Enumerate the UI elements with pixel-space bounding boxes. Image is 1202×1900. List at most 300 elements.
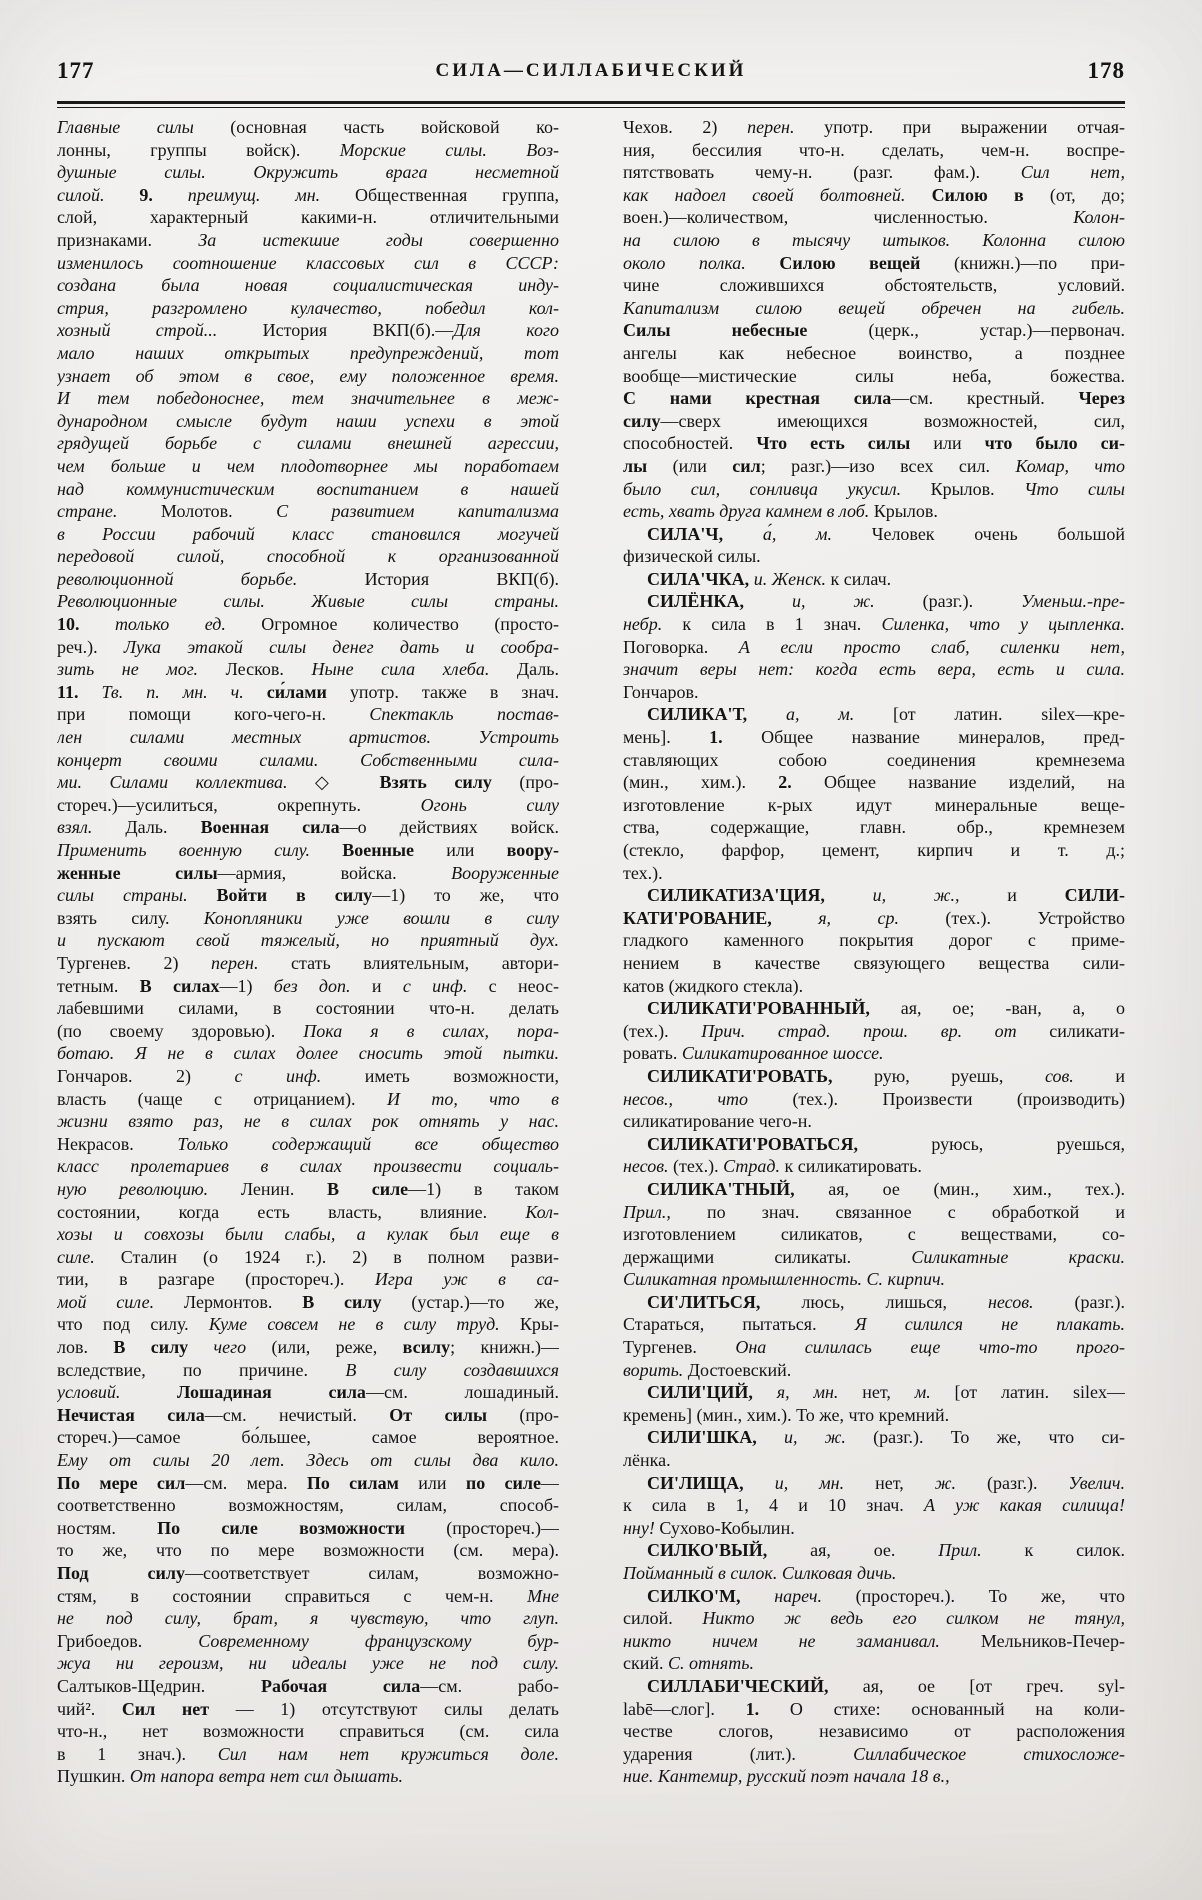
text-line (57, 545, 559, 568)
text-line (623, 1539, 1125, 1562)
text-run: м. (914, 1382, 955, 1403)
text-line (623, 997, 1125, 1020)
text-run: СИЛИ'ШКА, (647, 1427, 784, 1448)
text-run: чем больше и чем плодотворнее мы поработаем (57, 455, 559, 476)
text-run: В силу (302, 1291, 412, 1312)
text-run: взял. (57, 817, 126, 838)
text-run: Кры- (519, 1314, 559, 1335)
text-run: СИЛИКА'ТНЫЙ, (647, 1178, 829, 1199)
running-title: СИЛА—СИЛЛАБИЧЕСКИЙ (435, 60, 747, 81)
text-run: ангелы как небесное воинство, а позднее (623, 342, 1125, 363)
text-line (623, 1313, 1125, 1336)
text-run: Прил. (938, 1540, 1025, 1561)
text-line (623, 410, 1125, 433)
text-line (57, 568, 559, 591)
text-run: никто ничем не заманивал. (623, 1630, 981, 1651)
text-run: класс пролетариев в силах произвести социаль- (57, 1156, 559, 1177)
text-run: 2. (778, 772, 825, 793)
text-line (57, 523, 559, 546)
text-run: —армия, войска. (217, 862, 452, 883)
text-run: нареч. (774, 1585, 856, 1606)
text-line (57, 816, 559, 839)
text-run: и, ж. (783, 1427, 874, 1448)
text-run: нет, (875, 1472, 935, 1493)
text-run: 1. (709, 727, 762, 748)
text-line (57, 1155, 559, 1178)
text-run: Мельников-Печер- (980, 1630, 1125, 1651)
text-line (623, 884, 1125, 907)
page-number-right: 178 (1087, 58, 1125, 83)
text-run: Что силы (1024, 478, 1125, 499)
text-run: Революционные силы. Живые силы страны. (57, 591, 559, 612)
text-run: ботаю. Я не в силах долее сносить этой пытки. (57, 1043, 559, 1064)
text-run: нением в качестве связующего вещества сили- (623, 952, 1125, 973)
text-run: кремень] (мин., хим.). То же, что кремний. (623, 1404, 950, 1425)
text-run: Стараться, пытаться. (623, 1314, 855, 1335)
text-run: Прич. страд. прош. вр. от (701, 1020, 1050, 1041)
text-run: Военная сила (200, 817, 340, 838)
text-run: СИЛА'Ч, (647, 523, 763, 544)
text-run: значит веры нет: когда есть вера, есть и сила. (623, 659, 1125, 680)
text-run: душные силы. Окружить врага несметной (57, 162, 559, 183)
text-run: к силикатировать. (784, 1156, 922, 1177)
text-run: Силикатированное шоссе. (681, 1043, 884, 1064)
text-run: вообще—мистические силы неба, божества. (623, 365, 1125, 386)
text-line (623, 184, 1125, 207)
text-run: По силе возможности (157, 1517, 447, 1538)
text-run: было сил, сонливца укусил. (623, 478, 931, 499)
text-run: По мере сил (57, 1472, 186, 1493)
text-run: и, ж. (791, 591, 923, 612)
text-run: СИЛИ'ЦИЙ, (647, 1382, 777, 1403)
text-run: (про- (519, 772, 559, 793)
text-line (623, 1630, 1125, 1653)
text-run: В силу создавшихся (345, 1359, 559, 1380)
text-line (623, 1268, 1125, 1291)
right-column (623, 116, 1125, 1788)
text-run: хозы и совхозы были слабы, а кулак был еще в (57, 1224, 559, 1245)
text-run: Некрасов. (57, 1133, 178, 1154)
text-run: а, м. (785, 704, 893, 725)
text-run: — (541, 1472, 559, 1493)
text-run: люсь, лишься, (801, 1291, 988, 1312)
text-run: силе. (57, 1246, 121, 1267)
text-line (57, 839, 559, 862)
text-run: Вооруженные (451, 862, 559, 883)
text-line (623, 1720, 1125, 1743)
text-run: Только содержащий все общество (177, 1133, 559, 1154)
text-run: Тв. п. мн. ч. (101, 681, 267, 702)
text-run: СИ'ЛИТЬСЯ, (647, 1291, 802, 1312)
text-run: Кол- (525, 1201, 559, 1222)
text-run: только ед. (114, 614, 262, 635)
text-line (57, 952, 559, 975)
text-line (57, 1178, 559, 1201)
text-run: стям, в состоянии справиться с чем-н. (57, 1585, 528, 1606)
text-line (623, 771, 1125, 794)
text-line (623, 1426, 1125, 1449)
text-run: — 1) отсутствуют силы делать (235, 1698, 559, 1719)
text-line (623, 658, 1125, 681)
text-run: воен.)—количеством, численностью. (623, 207, 1074, 228)
text-line (57, 500, 559, 523)
text-line (623, 229, 1125, 252)
text-run: как надоел своей болтовней. (623, 184, 932, 205)
text-run: Силы небесные (623, 320, 869, 341)
text-line (623, 116, 1125, 139)
text-line (57, 139, 559, 162)
text-run: катов (жидкого стекла). (623, 975, 804, 996)
text-run: В силах (139, 975, 220, 996)
text-run: что под силу. (57, 1314, 209, 1335)
text-run: ая, ое (мин., хим., тех.). (828, 1178, 1125, 1199)
text-run: или (446, 840, 507, 860)
text-line (57, 794, 559, 817)
text-run: (тех.). (623, 1020, 702, 1041)
text-line (57, 1517, 559, 1540)
text-line (623, 1020, 1125, 1043)
text-run: ский. (623, 1653, 668, 1674)
text-run: силой. (57, 184, 140, 205)
text-run: реч.). (57, 636, 124, 657)
text-run: на силою в тысячу штыков. Колонна силою (623, 229, 1125, 250)
text-run: мень]. (623, 727, 710, 748)
text-run: Морские силы. Воз- (339, 139, 559, 160)
text-run: есть, хвать друга камнем в лоб. (623, 501, 874, 522)
text-run: я, мн. (776, 1382, 863, 1403)
text-run: —см. крестный. (891, 388, 1079, 409)
text-line (57, 907, 559, 930)
text-run: изготовлением силикатов, с веществами, со- (623, 1224, 1125, 1245)
text-line (623, 342, 1125, 365)
text-line (57, 590, 559, 613)
text-run: Капитализм силою вещей обречен на гибель. (623, 297, 1125, 318)
text-line (623, 794, 1125, 817)
text-line (57, 116, 559, 139)
text-run: —см. мера. (185, 1472, 307, 1493)
text-run: Силикатная промышленность. С. кирпич. (623, 1269, 946, 1290)
text-run: ние. Кантемир, русский поэт начала 18 в., (623, 1766, 950, 1787)
text-run: около полка. (623, 252, 780, 273)
text-run: преимущ. мн. (187, 184, 355, 205)
text-run: сил (732, 455, 761, 476)
text-run: лен силами местных артистов. Устроить (57, 727, 559, 748)
text-run: По силам (306, 1472, 419, 1493)
text-run: с инф. (402, 975, 489, 996)
text-run: дународном смысле будут наши успехи в этой (57, 410, 559, 431)
text-run: стать влиятельным, автори- (291, 952, 559, 973)
text-run: ◇ (315, 772, 380, 793)
text-line (623, 1110, 1125, 1133)
text-run: Пушкин. (57, 1766, 130, 1787)
text-line (57, 1765, 559, 1788)
text-run: несов. (988, 1291, 1075, 1312)
text-line (57, 387, 559, 410)
text-run: Лошадиная сила (177, 1382, 366, 1403)
text-run: жизни взято раз, не в силах рок отнять у нас. (57, 1111, 559, 1132)
text-run: Крылов. (930, 478, 1025, 499)
text-run: И тем победоноснее, тем значительнее в меж- (57, 388, 559, 409)
text-line (57, 410, 559, 433)
text-run: (разг.). (1074, 1291, 1125, 1312)
text-run: (стекло, фарфор, цемент, кирпич и т. д.; (623, 840, 1125, 860)
text-run: Общее название изделий, на (824, 772, 1125, 793)
text-run: признаками. (57, 229, 199, 250)
text-run: Огонь силу (420, 794, 559, 815)
text-line (57, 1291, 559, 1314)
text-run: Силою вещей (779, 252, 954, 273)
text-run: рую, руешь, (874, 1065, 1045, 1086)
text-run: тетным. (57, 975, 140, 996)
text-run: изменилось соотношение классовых сил в СССР: (57, 252, 559, 273)
text-line (57, 206, 559, 229)
text-line (57, 1223, 559, 1246)
text-line (57, 1675, 559, 1698)
text-run: Гончаров. 2) (57, 1065, 235, 1086)
text-line (57, 703, 559, 726)
text-line (623, 636, 1125, 659)
text-run: (про- (519, 1404, 559, 1425)
text-line (623, 297, 1125, 320)
text-run: состоянии, когда есть власть, влияние. (57, 1201, 526, 1222)
text-run: что было си- (984, 433, 1125, 454)
text-run: си́лами (266, 681, 350, 702)
text-run: Никто ж ведь его силком не тянул, (702, 1608, 1125, 1629)
text-run: За истекшие годы совершенно (198, 229, 559, 250)
text-run: несов. (623, 1156, 674, 1177)
text-line (57, 1698, 559, 1721)
text-line (57, 1133, 559, 1156)
text-run: силу (623, 410, 661, 431)
text-run: (разг.). То же, что си- (873, 1427, 1125, 1448)
text-line (57, 636, 559, 659)
text-run: силикатирование чего-н. (623, 1111, 812, 1132)
text-line (623, 1765, 1125, 1788)
text-line (623, 749, 1125, 772)
text-run: условий. (57, 1382, 178, 1403)
text-run: Даль. (516, 659, 559, 680)
text-run: (тех.). Произвести (производить) (792, 1088, 1125, 1109)
text-run: лы (623, 455, 673, 476)
text-line (57, 749, 559, 772)
text-run: иметь возможности, (364, 1065, 559, 1086)
header-rule-thick-line (57, 101, 1125, 104)
text-line (623, 1246, 1125, 1269)
text-line (623, 907, 1125, 930)
text-run: слой, характерный какими-н. отличительными (57, 207, 559, 228)
text-run: СИЛИКАТИ'РОВАТЬСЯ, (647, 1133, 932, 1154)
text-run: (простореч.). То же, что (855, 1585, 1125, 1606)
text-line (57, 1720, 559, 1743)
text-line (57, 862, 559, 885)
text-run: Лермонтов. (183, 1291, 303, 1312)
text-line (57, 1268, 559, 1291)
text-run: женные силы (57, 862, 218, 883)
text-run: мой силе. (57, 1291, 184, 1312)
text-run: —см. нечистый. (204, 1404, 390, 1425)
text-run: ностям. (57, 1517, 158, 1538)
text-run: Лесков. (225, 659, 312, 680)
text-run: Сталин (о 1924 г.). 2) в полном разви- (120, 1246, 559, 1267)
text-run: Мне (527, 1585, 559, 1606)
text-run: к сила в 1, 4 и 10 знач. (623, 1495, 924, 1516)
text-run: От напора ветра нет сил дышать. (129, 1766, 403, 1787)
text-run: способностей. (623, 433, 757, 454)
text-run: Достоевский. (687, 1359, 792, 1380)
text-line (57, 1201, 559, 1224)
text-run: несов., что (623, 1088, 793, 1109)
text-run: Через (1078, 388, 1125, 409)
text-line (623, 1562, 1125, 1585)
text-line (623, 432, 1125, 455)
text-run: Силою в (931, 184, 1050, 205)
text-run: по силе (465, 1472, 541, 1493)
text-run: пятствовать чему-н. (разг. фам.). (623, 162, 1021, 183)
text-run: над коммунистическим воспитанием в нашей (57, 478, 559, 499)
text-run: Грибоедов. (57, 1630, 199, 1651)
text-run: стореч.)—усилиться, окрепнуть. (57, 794, 421, 815)
text-run: Колон- (1073, 207, 1125, 228)
text-run: тех.). (623, 862, 663, 883)
text-line (623, 1223, 1125, 1246)
text-run: изготовление к-рых идут минеральные веще- (623, 794, 1125, 815)
text-run: или (933, 433, 985, 454)
text-run: Она силилась еще что-то прого- (735, 1337, 1125, 1358)
text-run: От силы (389, 1404, 520, 1425)
text-run: тии, в разгаре (простореч.). (57, 1269, 375, 1290)
text-line (623, 1065, 1125, 1088)
text-line (57, 1585, 559, 1608)
text-run: революционной борьбе. (57, 568, 365, 589)
text-run: СИЛИКАТИЗА'ЦИЯ, (647, 885, 873, 906)
text-line (57, 161, 559, 184)
text-line (623, 703, 1125, 726)
text-run: Салтыков-Щедрин. (57, 1675, 261, 1696)
text-line (623, 455, 1125, 478)
text-line (57, 1020, 559, 1043)
text-line (57, 274, 559, 297)
text-run: Гончаров. (623, 681, 699, 702)
text-run: И то, что в (386, 1088, 559, 1109)
text-run: небр. (623, 614, 683, 635)
text-line (623, 274, 1125, 297)
text-run: Ему от силы 20 лет. Здесь от силы два кило. (57, 1450, 559, 1471)
text-line (623, 1178, 1125, 1201)
text-run: силой. (623, 1608, 703, 1629)
text-run: жуа ни героизм, ни идеалы уже не под силу. (57, 1653, 559, 1674)
text-run: (церк., устар.)—первонач. (868, 320, 1125, 341)
text-run: употр. при выражении отчая- (824, 117, 1125, 137)
text-line (57, 1449, 559, 1472)
text-run: labē—слог]. (623, 1698, 746, 1719)
text-line (623, 613, 1125, 636)
text-run: А уж какая силища! (923, 1495, 1125, 1516)
text-line (57, 771, 559, 794)
text-line (623, 1336, 1125, 1359)
text-run: [от латин. silex—кре- (892, 704, 1125, 725)
text-line (57, 1088, 559, 1111)
text-run: (простореч.)— (446, 1517, 559, 1538)
text-run: ; разг.)—изо всех сил. (760, 455, 1016, 476)
text-line (57, 1630, 559, 1653)
text-line (623, 1743, 1125, 1766)
text-run: ния, бессилия что-н. сделать, чем-н. воспре- (623, 139, 1125, 160)
text-run: СИЛИКАТИ'РОВАТЬ, (647, 1065, 875, 1086)
text-line (57, 252, 559, 275)
text-line (57, 1042, 559, 1065)
text-run: История ВКП(б).— (262, 320, 454, 341)
text-line (57, 726, 559, 749)
text-run: Применить военную силу. (57, 840, 343, 860)
text-run: (или (672, 455, 733, 476)
text-line (57, 297, 559, 320)
left-column (57, 116, 559, 1788)
text-run: не под силу, брат, я чувствую, что глуп. (57, 1608, 559, 1629)
text-run: ударения (лит.). (623, 1743, 854, 1764)
text-line (57, 681, 559, 704)
text-run: то же, что по мере возможности (см. мера). (57, 1540, 559, 1561)
text-run: и. Женск. (753, 568, 831, 589)
text-run: зить не мог. (57, 659, 226, 680)
text-run: (устар.)—то же, (411, 1291, 559, 1312)
text-line (57, 1743, 559, 1766)
text-run: гладкого каменного покрытия дорог с приме- (623, 930, 1125, 951)
text-run: С. отнять. (668, 1653, 754, 1674)
text-run: Страд. (723, 1156, 785, 1177)
text-run: стране. (57, 501, 161, 522)
text-line (57, 365, 559, 388)
text-run: лонны, группы войск). (57, 139, 340, 160)
text-run: что-н., нет возможности справиться (см. сила (57, 1721, 559, 1742)
text-run: грядущей борьбе с силами внешней агрессии, (57, 433, 559, 454)
text-run: узнает об этом в свое, ему положенное время. (57, 365, 559, 386)
text-run: —1) (219, 975, 274, 996)
text-run: нну! (623, 1517, 660, 1538)
text-run: руюсь, руешься, (931, 1133, 1125, 1154)
text-line (623, 319, 1125, 342)
text-run: 1. (745, 1698, 790, 1719)
text-line (623, 478, 1125, 501)
text-line (623, 1088, 1125, 1111)
text-line (623, 252, 1125, 275)
text-run: Современному французскому бур- (198, 1630, 559, 1651)
text-line (57, 319, 559, 342)
text-line (57, 1246, 559, 1269)
text-run: силы страны. (57, 885, 217, 906)
text-run: к силач. (830, 568, 892, 589)
text-line (623, 1042, 1125, 1065)
text-run: Пока я в силах, пора- (303, 1020, 559, 1041)
text-run: Войти в силу (216, 885, 373, 906)
text-run: Пойманный в силок. Силковая дичь. (623, 1563, 897, 1583)
text-line (623, 523, 1125, 546)
text-run: сов. (1044, 1065, 1116, 1086)
text-line (57, 1562, 559, 1585)
text-run: Куме совсем не в силу труд. (208, 1314, 520, 1335)
text-run: ж. (934, 1472, 987, 1493)
text-run: лёнка. (623, 1450, 671, 1471)
text-run: Огромное количество (просто- (261, 614, 559, 635)
text-run: нет, (862, 1382, 915, 1403)
text-line (57, 658, 559, 681)
text-run: А если просто слаб, силенки нет, (738, 636, 1125, 657)
text-run: и, ж., (872, 885, 1008, 906)
text-run: Комар, что (1015, 455, 1125, 476)
text-run: ставляющих собою соединения кремнезема (623, 749, 1125, 770)
text-run: чего (213, 1337, 272, 1358)
text-run: (тех.). (673, 1156, 724, 1177)
text-run: физической силы. (623, 546, 761, 567)
